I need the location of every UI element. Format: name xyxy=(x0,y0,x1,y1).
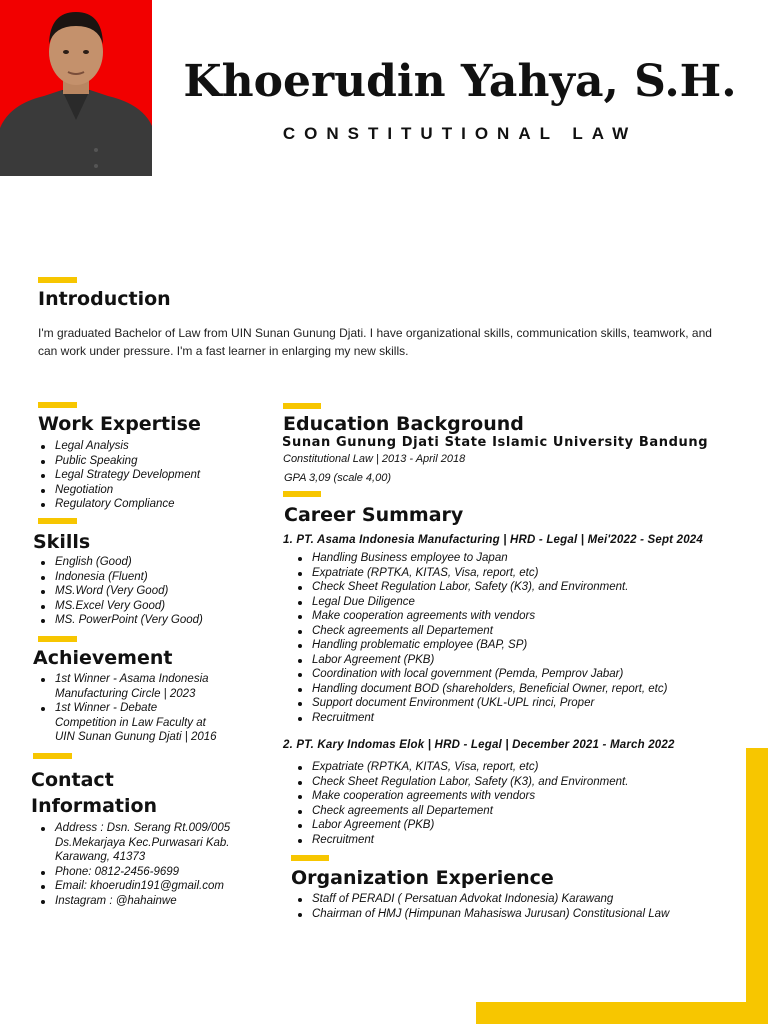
list-item: Staff of PERADI ( Persatuan Advokat Indonesia) Karawang xyxy=(295,892,715,907)
list-item: Legal Strategy Development xyxy=(38,468,258,483)
introduction-heading: Introduction xyxy=(38,288,171,310)
list-item: Handling problematic employee (BAP, SP) xyxy=(295,638,715,653)
section-accent-bar xyxy=(291,855,329,861)
profile-photo xyxy=(0,0,152,176)
section-accent-bar xyxy=(33,753,72,759)
corner-decoration-vertical xyxy=(746,748,768,1024)
list-item: Make cooperation agreements with vendors xyxy=(295,609,715,624)
contact-phone: Phone: 0812-2456-9699 xyxy=(38,865,238,880)
section-accent-bar xyxy=(38,518,77,524)
list-item: Handling Business employee to Japan xyxy=(295,551,715,566)
list-item: Check Sheet Regulation Labor, Safety (K3), and Environment. xyxy=(295,775,715,790)
section-accent-bar xyxy=(38,636,77,642)
section-accent-bar xyxy=(283,403,321,409)
achievement-heading: Achievement xyxy=(33,647,173,669)
education-heading: Education Background xyxy=(283,413,524,435)
job-duties-list-2 xyxy=(295,760,715,847)
introduction-text: I'm graduated Bachelor of Law from UIN Sunan Gunung Djati. I have organizational skills, communication skills, teamwork, and can work under pressure. I'm a fast learner in enlarging my new skills. xyxy=(38,326,712,358)
list-item: Make cooperation agreements with vendors xyxy=(295,789,715,804)
list-item: Labor Agreement (PKB) xyxy=(295,653,715,668)
university-name: Sunan Gunung Djati State Islamic University Bandung xyxy=(282,435,709,450)
list-item: Expatriate (RPTKA, KITAS, Visa, report, etc) xyxy=(295,760,715,775)
list-item: English (Good) xyxy=(38,555,258,570)
list-item: 1st Winner - Asama Indonesia Manufacturing Circle | 2023 xyxy=(38,672,218,701)
work-expertise-list xyxy=(38,439,258,512)
education-program: Constitutional Law | 2013 - April 2018 xyxy=(283,453,466,465)
contact-email: Email: khoerudin191@gmail.com xyxy=(38,879,238,894)
section-accent-bar xyxy=(38,277,77,283)
contact-heading-line1: Contact xyxy=(31,769,114,791)
contact-list xyxy=(38,821,238,908)
list-item: Check agreements all Departement xyxy=(295,804,715,819)
achievement-list xyxy=(38,672,218,745)
candidate-name: Khoerudin Yahya, S.H. xyxy=(183,56,737,107)
work-expertise-heading: Work Expertise xyxy=(38,413,201,435)
list-item: Recruitment xyxy=(295,711,715,726)
section-accent-bar xyxy=(38,402,77,408)
list-item: 1st Winner - Debate Competition in Law Faculty at UIN Sunan Gunung Djati | 2016 xyxy=(38,701,218,745)
organization-list xyxy=(295,892,715,921)
education-gpa: GPA 3,09 (scale 4,00) xyxy=(284,472,391,484)
list-item: Support document Environment (UKL-UPL rinci, Proper xyxy=(295,696,715,711)
list-item: Public Speaking xyxy=(38,454,258,469)
candidate-title: CONSTITUTIONAL LAW xyxy=(282,124,638,143)
section-accent-bar xyxy=(283,491,321,497)
list-item: Recruitment xyxy=(295,833,715,848)
list-item: Legal Analysis xyxy=(38,439,258,454)
career-heading: Career Summary xyxy=(284,504,464,526)
contact-address: Address : Dsn. Serang Rt.009/005 Ds.Mekarjaya Kec.Purwasari Kab. Karawang, 41373 xyxy=(38,821,238,865)
job-title-1: 1. PT. Asama Indonesia Manufacturing | HRD - Legal | Mei'2022 - Sept 2024 xyxy=(283,534,703,546)
job-title-2: 2. PT. Kary Indomas Elok | HRD - Legal | December 2021 - March 2022 xyxy=(283,739,675,751)
list-item: Labor Agreement (PKB) xyxy=(295,818,715,833)
list-item: Legal Due Diligence xyxy=(295,595,715,610)
skills-heading: Skills xyxy=(33,531,91,553)
skills-list xyxy=(38,555,258,628)
list-item: Chairman of HMJ (Himpunan Mahasiswa Jurusan) Constitusional Law xyxy=(295,907,715,922)
list-item: MS.Excel Very Good) xyxy=(38,599,258,614)
list-item: Negotiation xyxy=(38,483,258,498)
contact-heading-line2: Information xyxy=(31,795,158,817)
list-item: MS. PowerPoint (Very Good) xyxy=(38,613,258,628)
list-item: Check Sheet Regulation Labor, Safety (K3), and Environment. xyxy=(295,580,715,595)
list-item: Coordination with local government (Pemda, Pemprov Jabar) xyxy=(295,667,715,682)
list-item: Expatriate (RPTKA, KITAS, Visa, report, etc) xyxy=(295,566,715,581)
list-item: Regulatory Compliance xyxy=(38,497,258,512)
list-item: Check agreements all Departement xyxy=(295,624,715,639)
job-duties-list-1 xyxy=(295,551,715,725)
contact-instagram: Instagram : @hahainwe xyxy=(38,894,238,909)
list-item: Handling document BOD (shareholders, Beneficial Owner, report, etc) xyxy=(295,682,715,697)
organization-heading: Organization Experience xyxy=(291,867,554,889)
list-item: MS.Word (Very Good) xyxy=(38,584,258,599)
corner-decoration-horizontal xyxy=(476,1002,768,1024)
list-item: Indonesia (Fluent) xyxy=(38,570,258,585)
